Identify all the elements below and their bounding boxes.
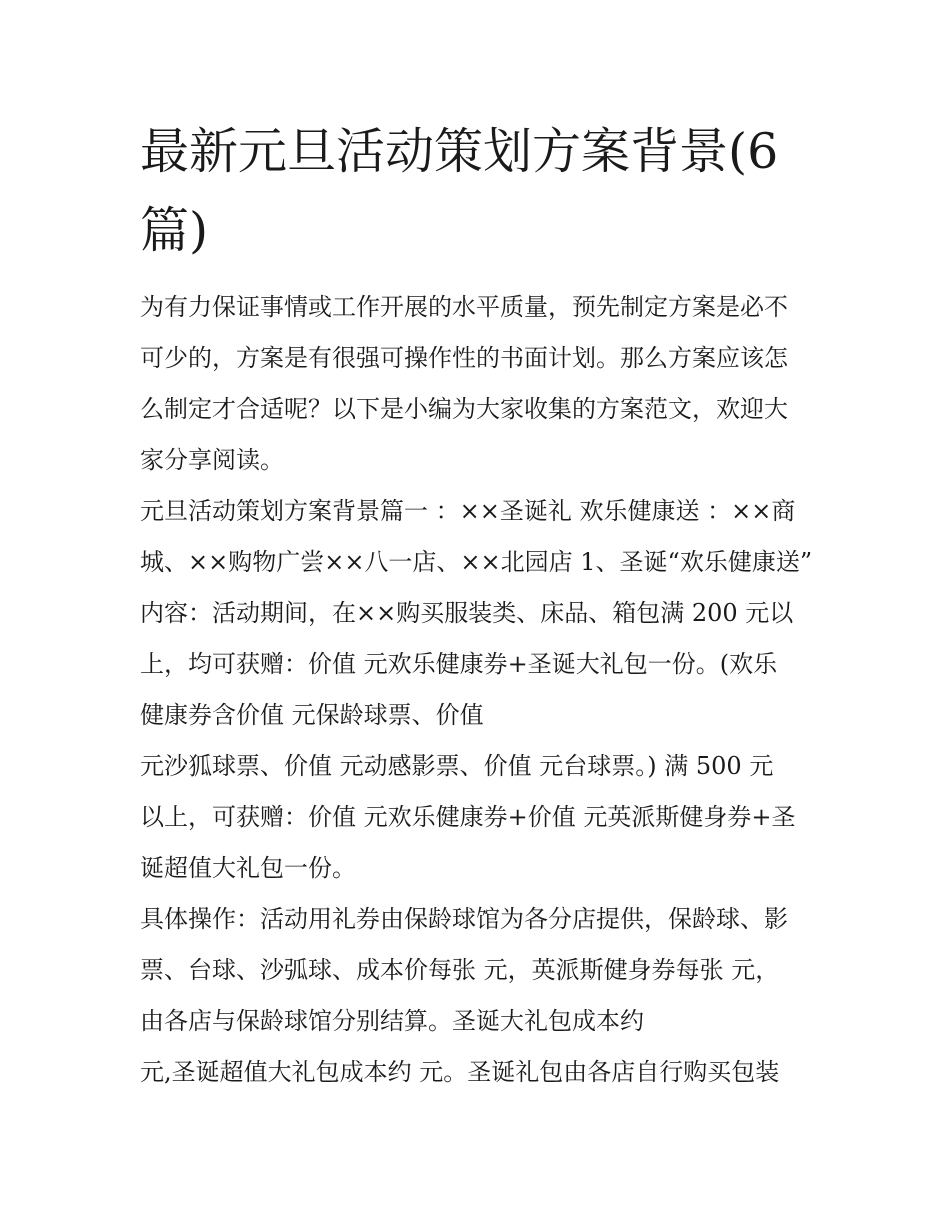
- paragraph-line: 么制定才合适呢？以下是小编为大家收集的方案范文，欢迎大: [140, 395, 788, 423]
- paragraph-line: 票、台球、沙弧球、成本价每张 元，英派斯健身券每张 元，: [140, 956, 780, 984]
- paragraph-line: 城、××购物广尝××八一店、××北园店 1、圣诞“欢乐健康送”: [140, 548, 813, 576]
- paragraph-line: 由各店与保龄球馆分别结算。圣诞大礼包成本约: [140, 1007, 644, 1035]
- paragraph-line: 元旦活动策划方案背景篇一 ：××圣诞礼 欢乐健康送 ：××商: [140, 497, 796, 525]
- intro-paragraph: [140, 282, 820, 486]
- paragraph-line: 上，均可获赠：价值 元欢乐健康券+圣诞大礼包一份。(欢乐: [140, 650, 778, 678]
- paragraph-line: 健康券含价值 元保龄球票、价值: [140, 701, 484, 729]
- title-line: 篇): [140, 202, 209, 259]
- document-title: [140, 112, 820, 270]
- paragraph-line: 内容：活动期间，在××购买服装类、床品、箱包满 200 元以: [140, 599, 794, 627]
- paragraph-line: 具体操作：活动用礼券由保龄球馆为各分店提供，保龄球、影: [140, 905, 788, 933]
- paragraph-line: 诞超值大礼包一份。: [140, 854, 356, 882]
- section-four-paragraph: [140, 1047, 820, 1098]
- paragraph-line: 家分享阅读。: [140, 446, 284, 474]
- paragraph-line: 为有力保证事情或工作开展的水平质量，预先制定方案是必不: [140, 293, 788, 321]
- paragraph-line: 元,圣诞超值大礼包成本约 元。圣诞礼包由各店自行购买包装: [140, 1058, 780, 1086]
- title-line: 最新元旦活动策划方案背景(6: [140, 123, 779, 180]
- section-one-paragraph: [140, 486, 820, 741]
- paragraph-line: 可少的，方案是有很强可操作性的书面计划。那么方案应该怎: [140, 344, 788, 372]
- section-two-paragraph: [140, 741, 820, 894]
- section-three-paragraph: [140, 894, 820, 1047]
- paragraph-line: 元沙狐球票、价值 元动感影票、价值 元台球票。) 满 500 元: [140, 752, 774, 780]
- paragraph-line: 以上，可获赠：价值 元欢乐健康券+价值 元英派斯健身券+圣: [140, 803, 796, 831]
